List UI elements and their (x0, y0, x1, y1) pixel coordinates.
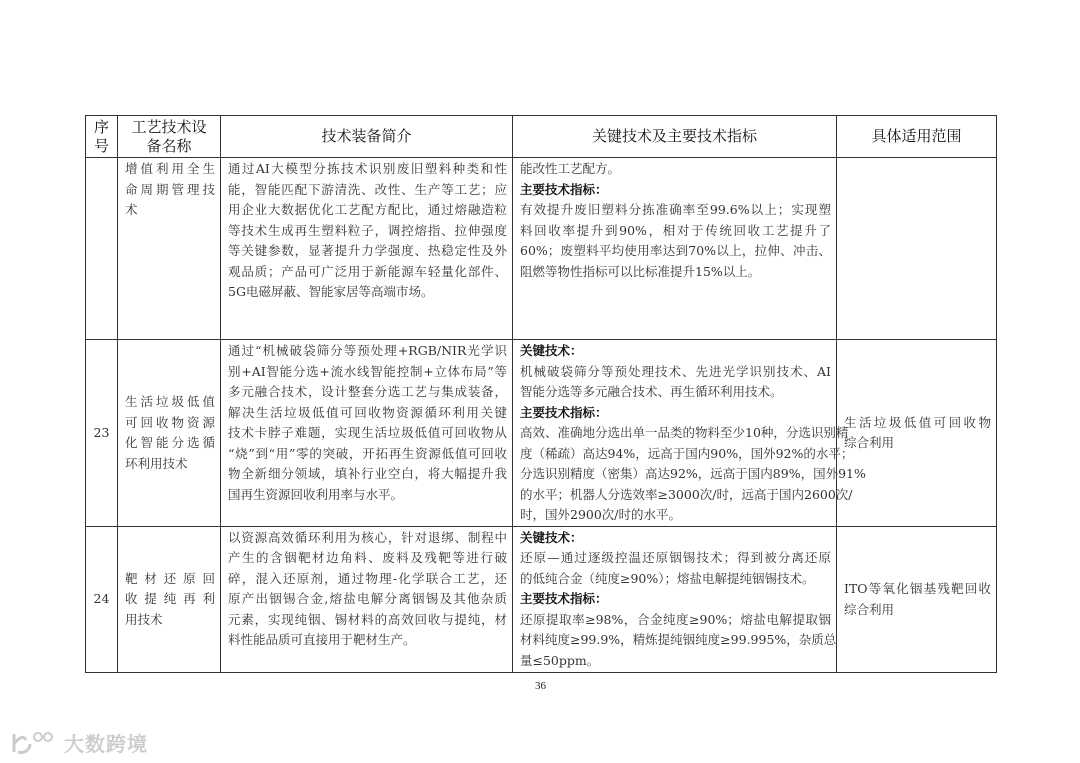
key-tech (513, 158, 837, 340)
scope (837, 340, 997, 527)
scope (837, 158, 997, 340)
intro-line: 料性能品质可直接用于靶材生产。 (228, 632, 416, 647)
table-row (86, 526, 997, 672)
key-tech-line: 智能分选等多元融合技术、再生循环利用技术。 (520, 384, 783, 399)
watermark-logo (10, 728, 148, 757)
key-tech-subheading: 主要技术指标： (520, 404, 608, 420)
tech-name-line: 术 (125, 202, 138, 217)
tech-intro (221, 158, 513, 340)
tech-name-line: 收提纯再利 (125, 591, 215, 607)
table-header-row (86, 116, 997, 158)
key-tech-line: 有效提升废旧塑料分拣准确率至99.6%以上；实现塑 (520, 202, 831, 217)
intro-line: 物全新细分领域，填补行业空白，将大幅提升我 (228, 466, 507, 481)
intro-line: 观品质；产品可广泛用于新能源车轻量化部件、 (228, 263, 507, 279)
key-tech-line: 量≤50ppm。 (520, 652, 600, 668)
technology-table (85, 115, 997, 673)
intro-line: 等关键参数，显著提升力学强度、热稳定性及外 (228, 243, 507, 258)
intro-line: 等技术生成再生塑料粒子，调控熔指、拉伸强度 (228, 222, 507, 238)
key-tech-line: 的水平；机器人分选效率≥3000次/时，远高于国内2600次/ (520, 486, 853, 502)
intro-line: 5G电磁屏蔽、智能家居等高端市场。 (228, 284, 434, 299)
intro-line: 别+AI智能分选+流水线智能控制+立体布局”等 (228, 363, 507, 379)
tech-name (118, 340, 221, 527)
intro-line: 国再生资源回收利用率与水平。 (228, 486, 404, 502)
intro-line: 碎，混入还原剂，通过物理-化学联合工艺，还 (228, 570, 507, 586)
header-key-tech: 关键技术及主要技术指标 (513, 116, 837, 158)
key-tech-line: 时，国外2900次/时的水平。 (520, 507, 682, 522)
tech-name (118, 526, 221, 672)
key-tech-line: 的低纯合金（纯度≥90%）；熔盐电解提纯铟锡技术。 (520, 570, 815, 586)
key-tech-line: 60%；废塑料平均使用率达到70%以上，拉伸、冲击、 (520, 243, 831, 258)
key-tech-line: 材料纯度≥99.9%，精炼提纯铟纯度≥99.995%，杂质总 (520, 632, 837, 647)
key-tech-subheading: 关键技术： (520, 529, 583, 545)
key-tech-line: 阻燃等物性指标可以比标准提升15%以上。 (520, 263, 761, 279)
intro-line: 以资源高效循环利用为核心，针对退绑、制程中 (228, 529, 507, 545)
tech-name-line: 化智能分选循 (125, 435, 215, 451)
intro-line: 通过“机械破袋筛分等预处理+RGB/NIR光学识 (228, 343, 507, 358)
key-tech-subheading: 主要技术指标： (520, 591, 608, 606)
header-scope: 具体适用范围 (837, 116, 997, 158)
tech-name-line: 增值利用全生 (125, 161, 215, 176)
header-seq: 序 号 (86, 116, 118, 158)
logo-icon (10, 730, 58, 756)
tech-name-line: 命周期管理技 (125, 181, 215, 197)
intro-line: 用企业大数据优化工艺配方配比，通过熔融造粒 (228, 202, 507, 217)
tech-name-line: 环利用技术 (125, 455, 188, 471)
tech-name-line: 生活垃圾低值 (125, 394, 215, 410)
key-tech-line: 度（稀疏）高达94%，远高于国内90%，国外92%的水平； (520, 445, 854, 461)
tech-intro (221, 340, 513, 527)
key-tech-line: 还原提取率≥98%，合金纯度≥90%；熔盐电解提取铟 (520, 611, 831, 627)
key-tech-line: 料回收率提升到90%，相对于传统回收工艺提升了 (520, 222, 831, 238)
header-name: 工艺技术设 备名称 (118, 116, 221, 158)
key-tech-line: 还原—通过逐级控温还原铟锡技术；得到被分离还原 (520, 550, 831, 565)
key-tech (513, 526, 837, 672)
page-number: 36 (535, 680, 546, 692)
scope-line: 综合利用 (844, 435, 895, 451)
scope-line: 综合利用 (844, 601, 895, 617)
key-tech-subheading: 关键技术： (520, 343, 583, 358)
intro-line: “烧”到“用”零的突破，开拓再生资源低值可回收 (228, 445, 507, 461)
scope (837, 526, 997, 672)
tech-name-line: 靶材还原回 (125, 570, 215, 586)
key-tech-subheading: 主要技术指标： (520, 181, 608, 197)
intro-line: 能，智能匹配下游清洗、改性、生产等工艺；应 (228, 181, 507, 197)
key-tech-line: 分选识别精度（密集）高达92%，远高于国内89%，国外91% (520, 466, 866, 481)
key-tech-line: 高效、准确地分选出单一品类的物料至少10种，分选识别精 (520, 425, 849, 440)
intro-line: 通过AI大模型分拣技术识别废旧塑料种类和性 (228, 161, 507, 176)
intro-line: 多元融合技术，设计整套分选工艺与集成装备， (228, 384, 507, 399)
scope-line: ITO等氧化铟基残靶回收 (844, 581, 991, 596)
key-tech (513, 340, 866, 527)
header-intro: 技术装备简介 (221, 116, 513, 158)
tech-name-line: 可回收物资源 (125, 414, 215, 430)
row-number: 24 (86, 526, 118, 672)
scope-line: 生活垃圾低值可回收物 (844, 414, 991, 430)
row-number: 23 (86, 340, 118, 527)
tech-name-line: 用技术 (125, 611, 163, 627)
key-tech-line: 机械破袋筛分等预处理技术、先进光学识别技术、AI (520, 363, 831, 379)
key-tech-line: 能改性工艺配方。 (520, 161, 621, 176)
intro-line: 技术卡脖子难题，实现生活垃圾低值可回收物从 (228, 425, 507, 440)
intro-line: 解决生活垃圾低值可回收物资源循环利用关键 (228, 404, 507, 420)
tech-intro (221, 526, 513, 672)
table-row (86, 158, 997, 340)
intro-line: 原产出铟锡合金,熔盐电解分离铟锡及其他杂质 (228, 591, 507, 606)
watermark-text: 大数跨境 (64, 732, 148, 756)
tech-name (118, 158, 221, 340)
intro-line: 元素，实现纯铟、锡材料的高效回收与提纯，材 (228, 611, 507, 627)
intro-line: 产生的含铟靶材边角料、废料及残靶等进行破 (228, 550, 507, 565)
table-row (86, 340, 997, 527)
row-number (86, 158, 118, 340)
